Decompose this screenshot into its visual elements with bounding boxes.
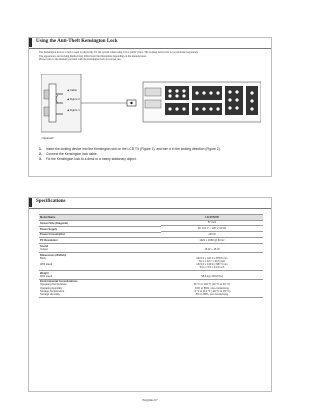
step-item <box>39 157 265 162</box>
spec-label-cell <box>39 252 161 270</box>
spec-label: Sound <box>40 244 49 248</box>
spec-label: Weight <box>40 271 49 275</box>
arrow-left-icon: ◀ <box>67 98 70 101</box>
callout-label-cable <box>67 88 77 92</box>
table-row <box>39 252 263 270</box>
spec-value-cell <box>161 243 263 252</box>
intro-line: The appearance and locking method may differ from the illustration depending on the manufacturer. <box>39 54 147 58</box>
page-footer: English-97 <box>142 398 158 402</box>
spec-label: Power Supply <box>39 226 161 232</box>
table-row <box>39 279 263 297</box>
intro-line: Please refer to the manual provided with the Kensington lock for proper use. <box>39 58 122 62</box>
callout-label-figure2 <box>67 97 80 101</box>
spec-sublabel: Operating Temperature <box>40 283 67 287</box>
spec-value-cell <box>161 279 263 297</box>
spec-value: 15 W + 15 W <box>204 247 220 251</box>
spec-label: Power Consumption <box>39 232 161 238</box>
arrow-left-icon: ◀ <box>67 109 70 112</box>
spec-value: 58.9 kg (129.8 lbs) <box>201 274 223 278</box>
model-name-label: Model Name <box>39 215 161 221</box>
table-row <box>39 243 263 252</box>
spec-label-cell <box>39 279 161 297</box>
specifications-heading: Specifications <box>36 199 66 204</box>
figure1-label: Figure 1 <box>69 109 80 112</box>
spec-value: 57 inch <box>161 220 263 226</box>
spec-value: 50 °F to 104 °F (10 °C to 40 °C) <box>193 283 231 287</box>
step-text: Insert the locking device into the Kensington slot on the LCD TV (Figure 1), and turn it in the locking direction (Figure 2). <box>46 147 221 151</box>
spec-label-cell <box>39 270 161 279</box>
tv-rear-panel-illustration <box>143 82 261 122</box>
spec-sublabel: Storage Humidity <box>40 292 60 296</box>
intro-line: The Kensington lock is a device used to physically fix the system when using it in a public place. The locking device has to be purchased separately. <box>39 51 199 54</box>
heading-rule <box>29 48 271 49</box>
model-name-value: LN-S5797D <box>161 215 263 221</box>
kensington-heading: Using the Anti-Theft Kensington Lock <box>36 39 118 44</box>
figure2-label: Figure 2 <box>69 98 80 101</box>
table-row <box>39 270 263 279</box>
spec-sublabel: Operating Humidity <box>40 286 63 290</box>
arrow-left-icon: ◀ <box>67 89 70 92</box>
spec-value: 54.1 x 5.5 x 34.9 inch <box>199 265 225 269</box>
spec-sublabel: Storage Temperature <box>40 289 65 293</box>
spec-value: 5% to 95%, non-condensing <box>195 292 229 296</box>
lock-closeup-illustration <box>41 74 81 132</box>
callout-label-figure1 <box>67 108 80 112</box>
specifications-section <box>28 197 272 392</box>
heading-accent <box>29 198 32 207</box>
lock-icon <box>127 100 136 106</box>
step-number: 3. <box>39 157 42 161</box>
spec-label: Environmental Considerations <box>40 280 78 284</box>
spec-sublabel: Output <box>40 247 48 251</box>
step-number: 2. <box>39 152 42 156</box>
spec-value: 1374.0 x 347.0 x 878.5 mm <box>196 256 228 260</box>
kensington-diagram <box>41 74 261 136</box>
optional-label: <Optional> <box>41 137 55 140</box>
spec-value: 1920 x 1080 @ 60 Hz <box>161 237 263 243</box>
spec-value: 10% to 80%, non-condensing <box>195 286 229 290</box>
spec-value: 440 W <box>161 232 263 238</box>
spec-value: 54.1 x 13.7 x 34.6 inch <box>198 259 226 263</box>
spec-value-cell <box>161 270 263 279</box>
spec-sublabel: With stand <box>40 262 53 266</box>
spec-sublabel: With stand <box>40 274 53 278</box>
spec-value: 1374.0 x 139.0 x 887.0 mm <box>196 262 228 266</box>
kensington-steps <box>39 147 265 162</box>
spec-value: -4 °F to 113 °F (-20 °C to 45 °C) <box>193 289 231 293</box>
specifications-table <box>39 214 263 298</box>
spec-label: PC Resolution <box>39 237 161 243</box>
spec-sublabel: Body <box>40 256 46 260</box>
heading-accent <box>29 38 32 47</box>
spec-label-cell <box>39 243 161 252</box>
heading-rule <box>29 208 271 209</box>
kensington-section <box>28 37 272 177</box>
step-number: 1. <box>39 147 42 151</box>
step-text: Fix the Kensington lock to a desk or a heavy stationary object. <box>46 157 137 161</box>
spec-label: Screen Size (Diagonal) <box>39 220 161 226</box>
cable-label: Cable <box>69 89 77 92</box>
spec-value-cell <box>161 252 263 270</box>
spec-value: AC 110 V ~ 120 V, 60 Hz <box>161 226 263 232</box>
step-text: Connect the Kensington lock cable. <box>46 152 98 156</box>
spec-label: Dimensions (WxDxH) <box>40 253 67 257</box>
kensington-intro <box>39 51 267 62</box>
